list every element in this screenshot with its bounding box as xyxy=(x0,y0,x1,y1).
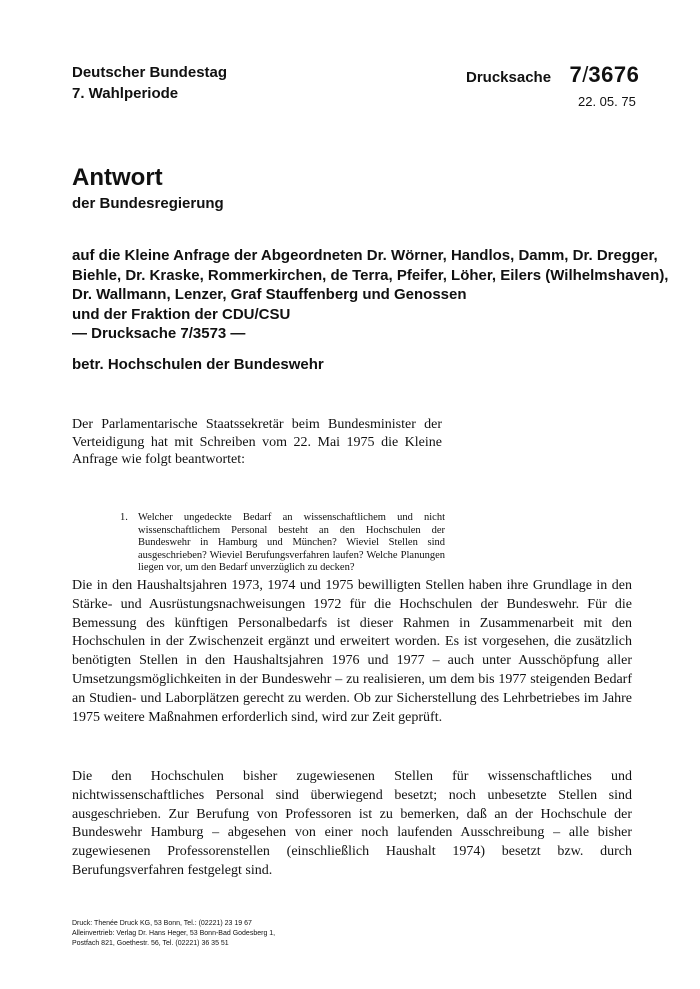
question-number: 1. xyxy=(120,512,128,523)
drucksache-prefix: 7 xyxy=(569,62,583,87)
question-block xyxy=(120,512,445,575)
document-date: 22. 05. 75 xyxy=(578,94,636,109)
footer-line: Alleinvertrieb: Verlag Dr. Hans Heger, 53 Bonn-Bad Godesberg 1, xyxy=(72,930,276,937)
document-header-left xyxy=(72,62,227,104)
subject-line: betr. Hochschulen der Bundeswehr xyxy=(72,356,324,373)
inquiry-line: Biehle, Dr. Kraske, Rommerkirchen, de Terra, Pfeifer, Löher, Eilers (Wilhelmshaven), xyxy=(72,266,669,284)
printer-footer xyxy=(72,919,275,949)
footer-line: Druck: Thenée Druck KG, 53 Bonn, Tel.: (02221) 23 19 67 xyxy=(72,920,252,927)
answer-paragraph: Die in den Haushaltsjahren 1973, 1974 und 1975 bewilligten Stellen haben ihre Grundlage in den Stärke- und Ausrüstungsnachweisungen 1972 für die Hochschulen der Bundeswehr. Für die Bemessung des künftigen Personalbedarfs ist dieser Rahmen in Zusammenarbeit mit den Hochschulen in der Zwischenzeit ergänzt und erweitert worden. Es ist vorgesehen, die zusätzlich benötigten Stellen in den Haushaltsjahren 1976 und 1977 – auch unter Ausschöpfung aller Umsetzungsmöglichkeiten in der Bundeswehr – zu realisieren, um dem bis 1977 steigenden Bedarf an Studien- und Laborplätzen gerecht zu werden. Ob zur Sicherstellung des Lehrbetriebes im Jahre 1975 weitere Maßnahmen erforderlich sind, wird zur Zeit geprüft. xyxy=(72,578,632,725)
inquiry-line: auf die Kleine Anfrage der Abgeordneten Dr. Wörner, Handlos, Damm, Dr. Dregger, xyxy=(72,247,658,264)
drucksache-number: 3676 xyxy=(588,62,640,87)
document-title: Antwort xyxy=(72,164,163,191)
footer-line: Postfach 821, Goethestr. 56, Tel. (02221) 36 35 51 xyxy=(72,940,229,947)
inquiry-line: Dr. Wallmann, Lenzer, Graf Stauffenberg und Genossen xyxy=(72,286,467,303)
answer-paragraph: Die den Hochschulen bisher zugewiesenen Stellen für wissenschaftliches und nichtwissenschaftliches Personal sind überwiegend besetzt; noch unbesetzte Stellen sind ausgeschrieben. Zur Berufung von Professoren ist zu bemerken, daß an der Hochschule der Bundeswehr Hamburg – abgesehen von einer noch laufenden Ausschreibung – alle bisher zugewiesenen Professorenstellen (einschließlich Haushalt 1974) besetzt bzw. durch Berufungsverfahren festgelegt sind. xyxy=(72,769,632,878)
institution: Deutscher Bundestag xyxy=(72,64,228,81)
question-text: Welcher ungedeckte Bedarf an wissenschaftlichem und nicht wissenschaftlichem Personal besteht an den Hochschulen der Bundeswehr in Hamburg und München? Wieviel Stellen sind ausgeschrieben? Wieviel Berufungsverfahren laufen? Welche Planungen liegen vor, um den Bedarf unverzüglich zu decken? xyxy=(138,512,445,573)
drucksache-number-block xyxy=(466,62,639,88)
drucksache-label: Drucksache xyxy=(466,69,552,86)
intro-paragraph: Der Parlamentarische Staatssekretär beim Bundesminister der Verteidigung hat mit Schreiben vom 22. Mai 1975 die Kleine Anfrage wie folgt beantwortet: xyxy=(72,417,442,467)
document-subtitle: der Bundesregierung xyxy=(72,195,224,212)
inquiry-line: — Drucksache 7/3573 — xyxy=(72,325,246,342)
drucksache-slash: / xyxy=(582,62,589,87)
inquiry-line: und der Fraktion der CDU/CSU xyxy=(72,305,291,323)
inquiry-reference xyxy=(72,246,669,344)
legislative-period: 7. Wahlperiode xyxy=(72,85,179,102)
